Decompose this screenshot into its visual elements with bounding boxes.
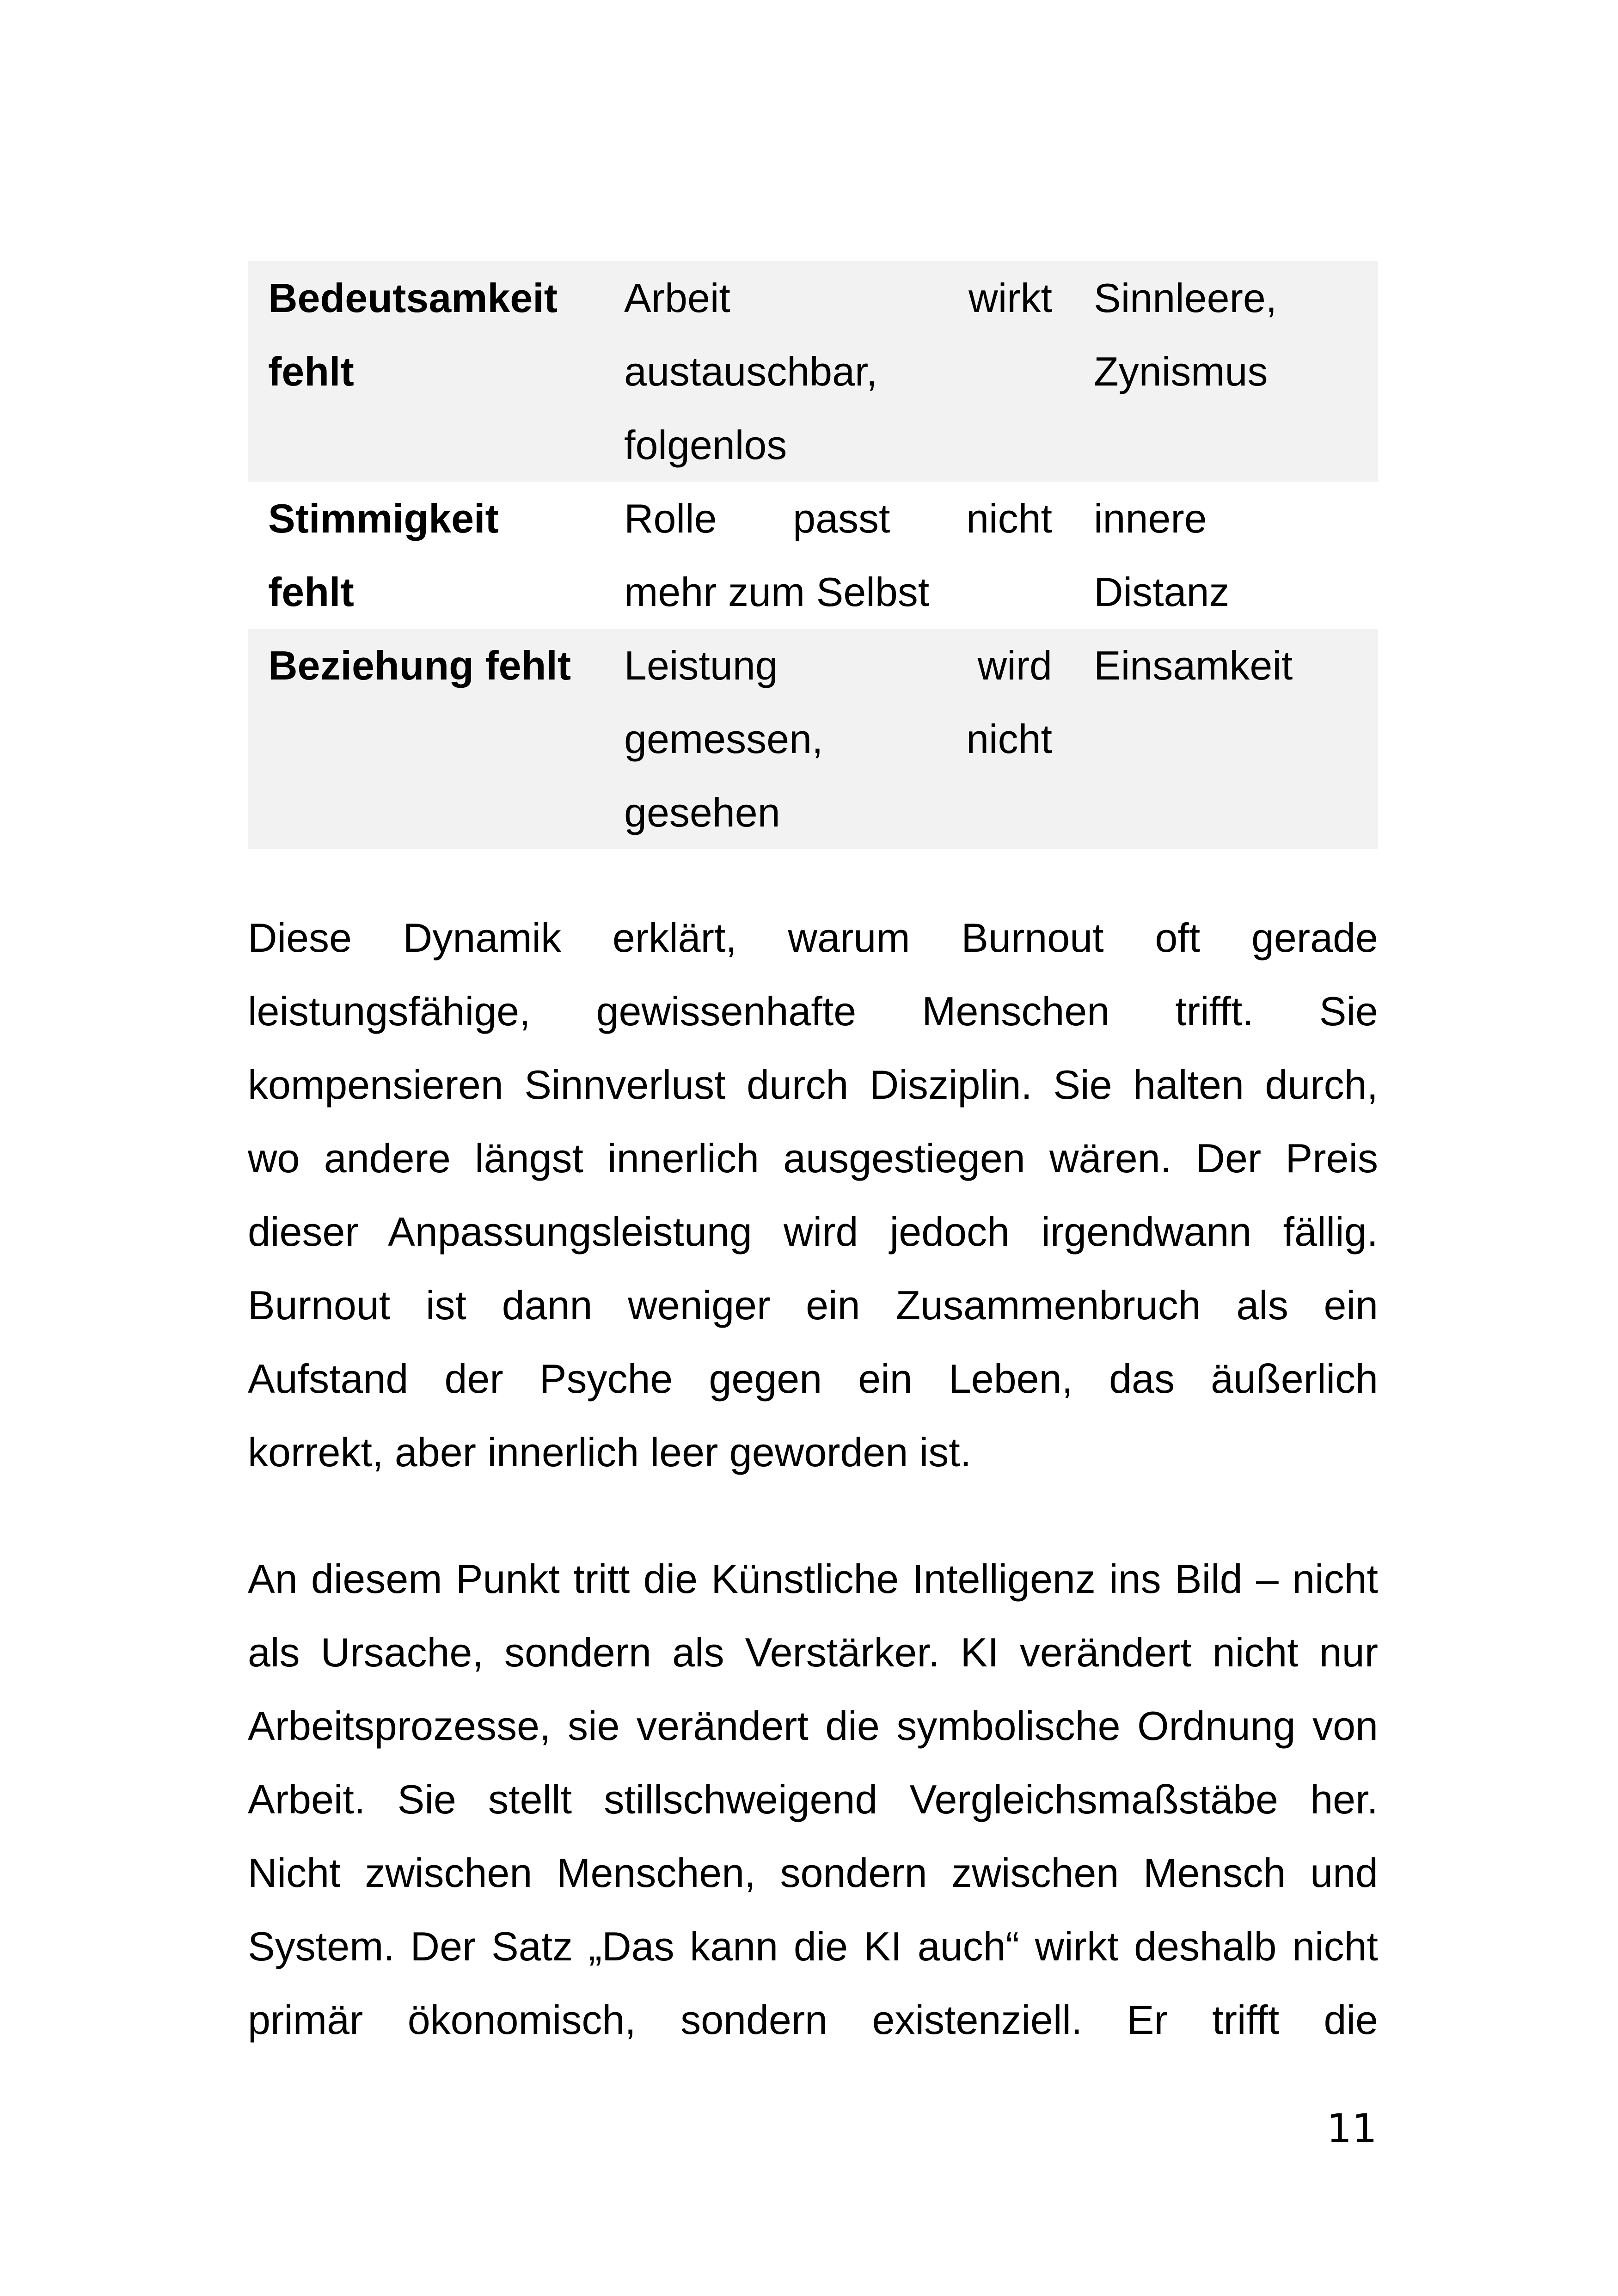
paragraph-line: dieser Anpassungsleistung wird jedoch irgendwann fällig. xyxy=(248,1209,1378,1255)
label-line: fehlt xyxy=(268,349,354,394)
table-row xyxy=(248,482,1378,629)
table-cell-effect xyxy=(1080,482,1378,629)
paragraph-line: kompensieren Sinnverlust durch Disziplin. Sie halten durch, xyxy=(248,1062,1378,1108)
effect-line: Sinnleere, xyxy=(1094,275,1277,321)
description-line: folgenlos xyxy=(624,422,787,468)
paragraph-line: als Ursache, sondern als Verstärker. KI verändert nicht nur xyxy=(248,1629,1378,1675)
table-cell-effect xyxy=(1080,261,1378,482)
effect-line: Zynismus xyxy=(1094,349,1268,394)
body-paragraph xyxy=(248,901,1378,1489)
page-number: 11 xyxy=(1326,2106,1377,2152)
table-cell-label xyxy=(248,482,624,629)
paragraph-line: wo andere längst innerlich ausgestiegen wären. Der Preis xyxy=(248,1135,1378,1181)
description-line: mehr zum Selbst xyxy=(624,569,930,615)
effect-line: Einsamkeit xyxy=(1094,643,1293,688)
table xyxy=(248,261,1378,849)
table-cell-label xyxy=(248,261,624,482)
description-line: gemessen, nicht xyxy=(624,716,1052,762)
paragraph-line: korrekt, aber innerlich leer geworden ist. xyxy=(248,1429,972,1475)
table-cell-effect xyxy=(1080,629,1378,849)
label-line: Stimmigkeit xyxy=(268,496,499,541)
paragraph-line: leistungsfähige, gewissenhafte Menschen trifft. Sie xyxy=(248,988,1378,1034)
label-line: fehlt xyxy=(268,569,354,615)
table-cell-description xyxy=(624,629,1080,849)
paragraph-line: System. Der Satz „Das kann die KI auch“ wirkt deshalb nicht xyxy=(248,1923,1378,1969)
table-row xyxy=(248,261,1378,482)
label-line: Bedeutsamkeit xyxy=(268,275,558,321)
description-line: gesehen xyxy=(624,790,780,835)
description-line: Leistung wird xyxy=(624,643,1052,688)
description-line: Rolle passt nicht xyxy=(624,496,1052,541)
paragraph-line: An diesem Punkt tritt die Künstliche Intelligenz ins Bild – nicht xyxy=(248,1556,1378,1602)
label-line: Beziehung fehlt xyxy=(268,643,571,688)
table-cell-label xyxy=(248,629,624,849)
paragraph-line: Diese Dynamik erklärt, warum Burnout oft gerade xyxy=(248,915,1378,961)
description-line: austauschbar, xyxy=(624,349,877,394)
page-content xyxy=(248,261,1378,2057)
description-line: Arbeit wirkt xyxy=(624,275,1052,321)
table-cell-description xyxy=(624,482,1080,629)
effect-line: innere xyxy=(1094,496,1207,541)
paragraph-line: Arbeitsprozesse, sie verändert die symbolische Ordnung von xyxy=(248,1703,1378,1749)
table-row xyxy=(248,629,1378,849)
table-cell-description xyxy=(624,261,1080,482)
paragraph-line: primär ökonomisch, sondern existenziell. Er trifft die xyxy=(248,1997,1378,2043)
body-paragraph xyxy=(248,1542,1378,2057)
paragraph-line: Arbeit. Sie stellt stillschweigend Vergleichsmaßstäbe her. xyxy=(248,1776,1378,1822)
paragraph-line: Aufstand der Psyche gegen ein Leben, das äußerlich xyxy=(248,1356,1378,1402)
effect-line: Distanz xyxy=(1094,569,1230,615)
paragraph-line: Nicht zwischen Menschen, sondern zwischen Mensch und xyxy=(248,1850,1378,1896)
paragraph-line: Burnout ist dann weniger ein Zusammenbruch als ein xyxy=(248,1282,1378,1328)
